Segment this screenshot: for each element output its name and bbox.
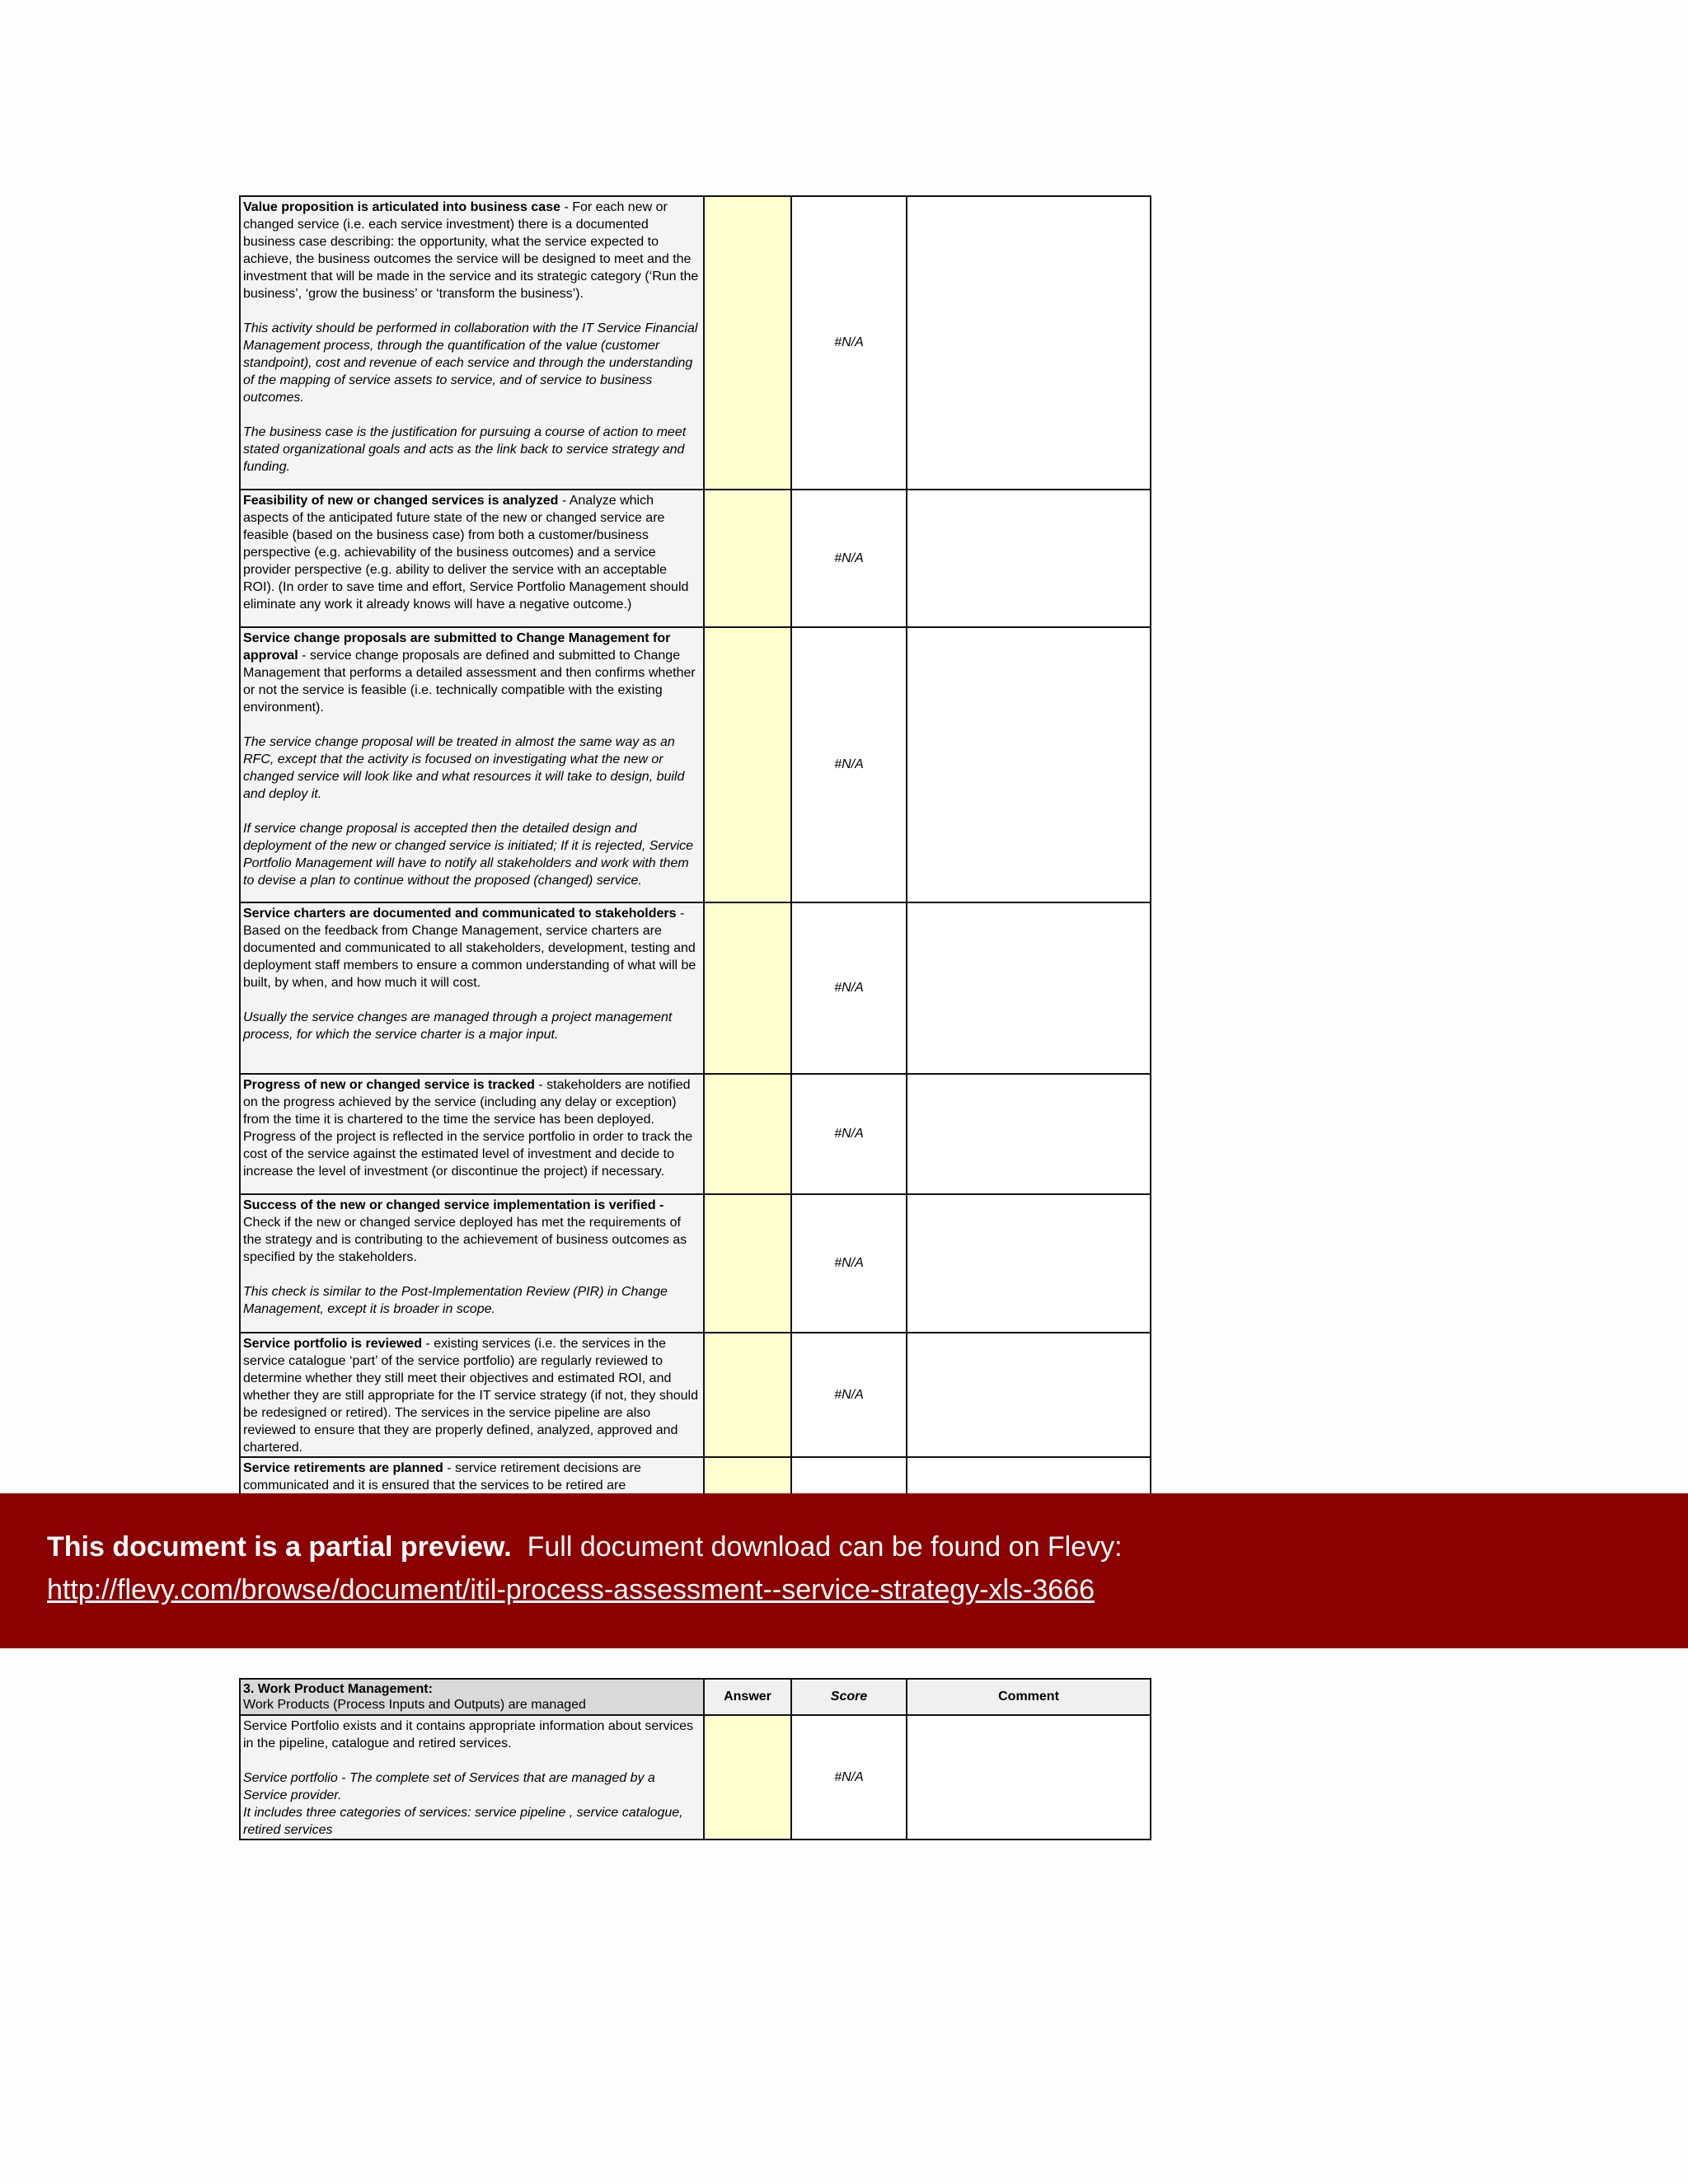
work-product-table [239, 1678, 1151, 1840]
question-note: If service change proposal is accepted then the detailed design and deployment of the new or changed service is initiated; If it is rejected, Service Portfolio Management will have to notify all stakeholders and work with them to devise a plan to continue without the proposed (changed) service. [243, 822, 694, 888]
comment-cell[interactable] [907, 1333, 1151, 1457]
question-title: Service change proposals are submitted to Change Management for approval [243, 631, 671, 663]
question-title: Service charters are documented and communicated to stakeholders [243, 907, 677, 921]
question-title: Service retirements are planned [243, 1461, 443, 1475]
comment-header: Comment [907, 1679, 1151, 1715]
answer-cell[interactable] [704, 196, 791, 490]
question-text: - service retirement decisions are communicated and it is ensured that the services to be retired are [243, 1461, 641, 1493]
table-row [240, 196, 1151, 490]
question-note: Usually the service changes are managed through a project management process, for which the service charter is a major input. [243, 1010, 673, 1042]
question-note: This activity should be performed in collaboration with the IT Service Financial Management process, through the quantification of the value (customer standpoint), cost and revenue of each service and through the understanding of the mapping of service assets to service, and of service to business outcomes. [243, 321, 698, 405]
question-text: - stakeholders are notified on the progress achieved by the service (including any delay or exception) from the time it is chartered to the time the service has been deployed. Progress of the project is reflected in the service portfolio in order to track the cost of the service against the estimated level of investment and decide to increase the level of investment (or discontinue the project) if necessary. [243, 1078, 693, 1179]
comment-cell[interactable] [907, 196, 1151, 490]
score-header: Score [791, 1679, 907, 1715]
score-cell: #N/A [791, 196, 907, 490]
score-cell: #N/A [791, 1715, 907, 1840]
question-text: Service Portfolio exists and it contains appropriate information about services in the pipeline, catalogue and retired services. [243, 1719, 694, 1750]
score-cell: #N/A [791, 1074, 907, 1194]
question-cell [240, 1333, 704, 1457]
comment-cell[interactable] [907, 490, 1151, 627]
question-text: - Based on the feedback from Change Management, service charters are documented and communicated to all stakeholders, development, testing and deployment staff members to ensure a common understanding of what will be built, by when, and how much it will cost. [243, 907, 696, 990]
comment-cell[interactable] [907, 1194, 1151, 1333]
answer-cell[interactable] [704, 1333, 791, 1457]
answer-cell[interactable] [704, 902, 791, 1074]
question-cell [240, 902, 704, 1074]
score-cell: #N/A [791, 490, 907, 627]
banner-message [47, 1531, 1123, 1563]
header-row [240, 1679, 1151, 1715]
assessment-table [239, 195, 1151, 1532]
question-text: - service change proposals are defined and submitted to Change Management that performs a detailed assessment and then confirms whether or not the service is feasible (i.e. technically compatible with the existing environment). [243, 649, 696, 715]
question-note: The business case is the justification for pursuing a course of action to meet stated organizational goals and acts as the link back to service strategy and funding. [243, 425, 687, 474]
preview-banner [0, 1493, 1688, 1648]
question-note: This check is similar to the Post-Implementation Review (PIR) in Change Management, except it is broader in scope. [243, 1285, 668, 1316]
question-text: - existing services (i.e. the services in the service catalogue ‘part’ of the service portfolio) are regularly reviewed to determine whether they still meet their objectives and estimated ROI, and whether they are still appropriate for the IT service strategy (if not, they should be redesigned or retired). The services in the service pipeline are also reviewed to ensure that they are properly defined, analyzed, approved and chartered. [243, 1337, 698, 1455]
answer-cell[interactable] [704, 490, 791, 627]
table-row [240, 1074, 1151, 1194]
score-cell: #N/A [791, 1333, 907, 1457]
question-title: Service portfolio is reviewed [243, 1337, 422, 1351]
table-row [240, 1715, 1151, 1840]
score-cell: #N/A [791, 627, 907, 902]
answer-cell[interactable] [704, 1194, 791, 1333]
table-row [240, 1194, 1151, 1333]
score-cell: #N/A [791, 902, 907, 1074]
question-cell [240, 1074, 704, 1194]
table-row [240, 902, 1151, 1074]
table-row [240, 490, 1151, 627]
comment-cell[interactable] [907, 902, 1151, 1074]
banner-text: Full document download can be found on Flevy: [527, 1531, 1123, 1563]
question-title: Progress of new or changed service is tracked [243, 1078, 535, 1092]
question-title: Value proposition is articulated into business case [243, 200, 560, 214]
question-note: Service portfolio - The complete set of Services that are managed by a Service provider. [243, 1771, 655, 1802]
table-row [240, 627, 1151, 902]
question-cell [240, 1715, 704, 1840]
banner-bold-text: This document is a partial preview. [47, 1531, 512, 1563]
answer-header: Answer [704, 1679, 791, 1715]
question-text: Check if the new or changed service deployed has met the requirements of the strategy and is contributing to the achievement of business outcomes as specified by the stakeholders. [243, 1216, 687, 1264]
question-text: - For each new or changed service (i.e. each service investment) there is a documented business case describing: the opportunity, what the service expected to achieve, the business outcomes the service will be designed to meet and the investment that will be made in the service and its strategic category (‘Run the business’, ‘grow the business’ or ‘transform the business’). [243, 200, 699, 301]
question-cell [240, 1194, 704, 1333]
section-heading [240, 1679, 704, 1715]
download-link[interactable]: http://flevy.com/browse/document/itil-process-assessment--service-strategy-xls-3666 [47, 1574, 1095, 1605]
question-note: The service change proposal will be treated in almost the same way as an RFC, except that the activity is focused on investigating what the new or changed service will look like and what resources it will take to design, build and deploy it. [243, 735, 685, 801]
answer-cell[interactable] [704, 1074, 791, 1194]
comment-cell[interactable] [907, 1715, 1151, 1840]
score-cell: #N/A [791, 1194, 907, 1333]
question-note: It includes three categories of services: service pipeline , service catalogue, retired services [243, 1806, 683, 1837]
question-text: - Analyze which aspects of the anticipated future state of the new or changed service are feasible (based on the business case) from both a customer/business perspective (e.g. achievability of the business outcomes) and a service provider perspective (e.g. ability to deliver the service with an acceptable ROI). (In order to save time and effort, Service Portfolio Management should eliminate any work it already knows will have a negative outcome.) [243, 494, 689, 612]
comment-cell[interactable] [907, 627, 1151, 902]
question-title: Feasibility of new or changed services is analyzed [243, 494, 559, 508]
table-row [240, 1333, 1151, 1457]
question-cell [240, 627, 704, 902]
answer-cell[interactable] [704, 1715, 791, 1840]
section-subtitle: Work Products (Process Inputs and Outputs) are managed [243, 1698, 586, 1712]
question-cell [240, 490, 704, 627]
comment-cell[interactable] [907, 1074, 1151, 1194]
question-cell [240, 196, 704, 490]
question-title: Success of the new or changed service implementation is verified - [243, 1198, 664, 1212]
section-title: 3. Work Product Management: [243, 1682, 433, 1696]
answer-cell[interactable] [704, 627, 791, 902]
